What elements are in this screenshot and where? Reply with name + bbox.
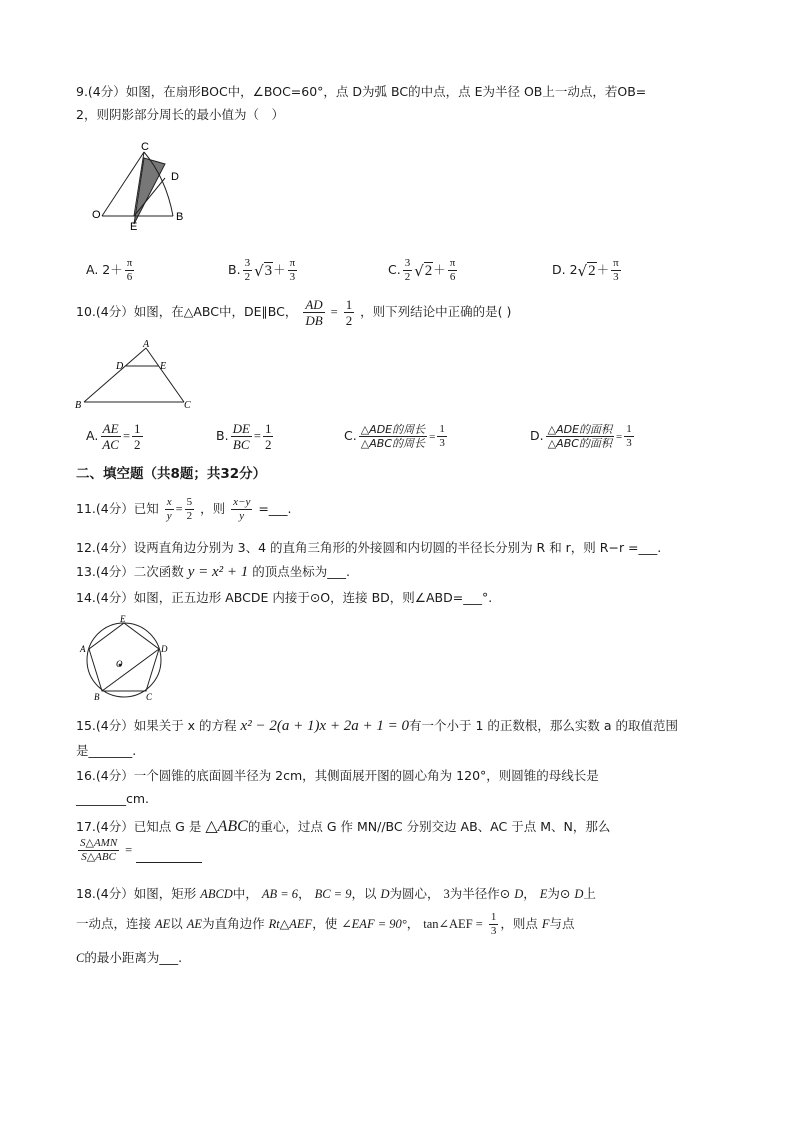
- q11-stem: 11.(4分）已知 $\frac{x}{y}$ = $\frac{5}{2}$ ，则 $\frac{x-y}{y}$ =___.: [76, 496, 292, 522]
- q16-stem-line2: ________cm.: [76, 791, 150, 806]
- label-o: O: [116, 659, 123, 669]
- q17-stem-line2: $\frac{\text{S△AMN}}{\text{S△ABC}}$ =: [76, 838, 202, 863]
- label-c: C: [141, 141, 149, 153]
- label-a: A: [80, 644, 86, 654]
- answer-blank[interactable]: [136, 848, 202, 863]
- q10-option-a[interactable]: A. $\frac{AE}{AC}$ = $\frac{1}{2}$: [86, 421, 141, 452]
- q9-stem-line1: 9.(4分）如图，在扇形BOC中，∠BOC=60°，点 D为弧 BC的中点，点 E为半径 OB上一动点，若OB=: [76, 84, 647, 99]
- label-c: C: [146, 692, 153, 702]
- label-o: O: [92, 209, 101, 221]
- section-heading-fill-in: 二、填空题（共8题；共32分）: [76, 466, 267, 482]
- q16-stem-line1: 16.(4分）一个圆锥的底面圆半径为 2cm，其侧面展开图的圆心角为 120°，则圆锥的母线长是: [76, 768, 599, 783]
- q10-option-d[interactable]: D. $\frac{\text{△ADE的面积}}{\text{△ABC的面积}}$ = $\frac{1}{3}$: [530, 423, 632, 450]
- q9-option-c[interactable]: C. $\frac{3}{2}$ √ 2 ＋ $\frac{\pi}{6}$: [388, 257, 456, 283]
- label-d: D: [161, 644, 168, 654]
- label-c: C: [184, 400, 191, 411]
- circle-o: [87, 623, 161, 697]
- q13-stem: 13.(4分）二次函数 y = x² + 1 的顶点坐标为___.: [76, 564, 350, 580]
- q9-sector-figure: [88, 138, 198, 234]
- q10-option-b[interactable]: B. $\frac{DE}{BC}$ = $\frac{1}{2}$: [216, 421, 272, 452]
- q18-stem-line2: 一动点，连接 AE以 AE为直角边作 Rt△AEF，使 ∠EAF = 90°， tan∠AEF = $\frac{1}{3}$ ，则点 F与点: [76, 911, 575, 937]
- q10-option-c[interactable]: C. $\frac{\text{△ADE的周长}}{\text{△ABC的周长}}$ = $\frac{1}{3}$: [344, 423, 445, 450]
- q9-stem-line2: 2，则阴影部分周长的最小值为（ ）: [76, 107, 284, 122]
- q14-stem: 14.(4分）如图，正五边形 ABCDE 内接于⊙O，连接 BD，则∠ABD=___°.: [76, 590, 493, 605]
- label-d: D: [116, 361, 124, 372]
- q9-option-d[interactable]: D. 2√ 2 ＋ $\frac{\pi}{3}$: [552, 257, 619, 283]
- label-b: B: [94, 692, 100, 702]
- q18-stem-line1: 18.(4分）如图，矩形 ABCD中， AB = 6， BC = 9，以 D为圆心， 3为半径作⊙ D， E为⊙ D上: [76, 886, 596, 901]
- label-b: B: [176, 211, 184, 223]
- q17-stem-line1: 17.(4分）已知点 G 是 △ABC的重心，过点 G 作 MN//BC 分别交边 AB、AC 于点 M、N，那么: [76, 818, 611, 835]
- q14-pentagon-figure: [78, 614, 170, 704]
- label-d: D: [171, 171, 179, 183]
- shaded-region: [134, 158, 165, 224]
- q18-stem-line3: C的最小距离为___.: [76, 950, 183, 965]
- q12-stem: 12.(4分）设两直角边分别为 3、4 的直角三角形的外接圆和内切圆的半径长分别为 R 和 r，则 R−r =___.: [76, 540, 662, 555]
- q9-option-a[interactable]: A. 2＋ $\frac{\pi}{6}$: [86, 257, 133, 283]
- q15-stem-line2: 是_______.: [76, 743, 137, 758]
- label-e: E: [120, 614, 126, 624]
- label-e: E: [160, 361, 167, 372]
- label-e: E: [130, 221, 138, 233]
- label-b: B: [75, 400, 82, 411]
- q9-option-b[interactable]: B. $\frac{3}{2}$ √ 3 ＋ $\frac{\pi}{3}$: [228, 257, 296, 283]
- q10-triangle-figure: [74, 338, 198, 414]
- side-ab: [84, 348, 146, 402]
- q15-stem-line1: 15.(4分）如果关于 x 的方程 x² − 2(a + 1)x + 2a + 1 = 0有一个小于 1 的正数根，那么实数 a 的取值范围: [76, 718, 678, 734]
- side-ac: [146, 348, 184, 402]
- label-a: A: [143, 339, 150, 350]
- q10-stem: 10.(4分）如图，在△ABC中，DE∥BC， $\frac{AD}{DB}$ = $\frac{1}{2}$ ，则下列结论中正确的是( ): [76, 297, 512, 328]
- segment-bd: [102, 649, 159, 691]
